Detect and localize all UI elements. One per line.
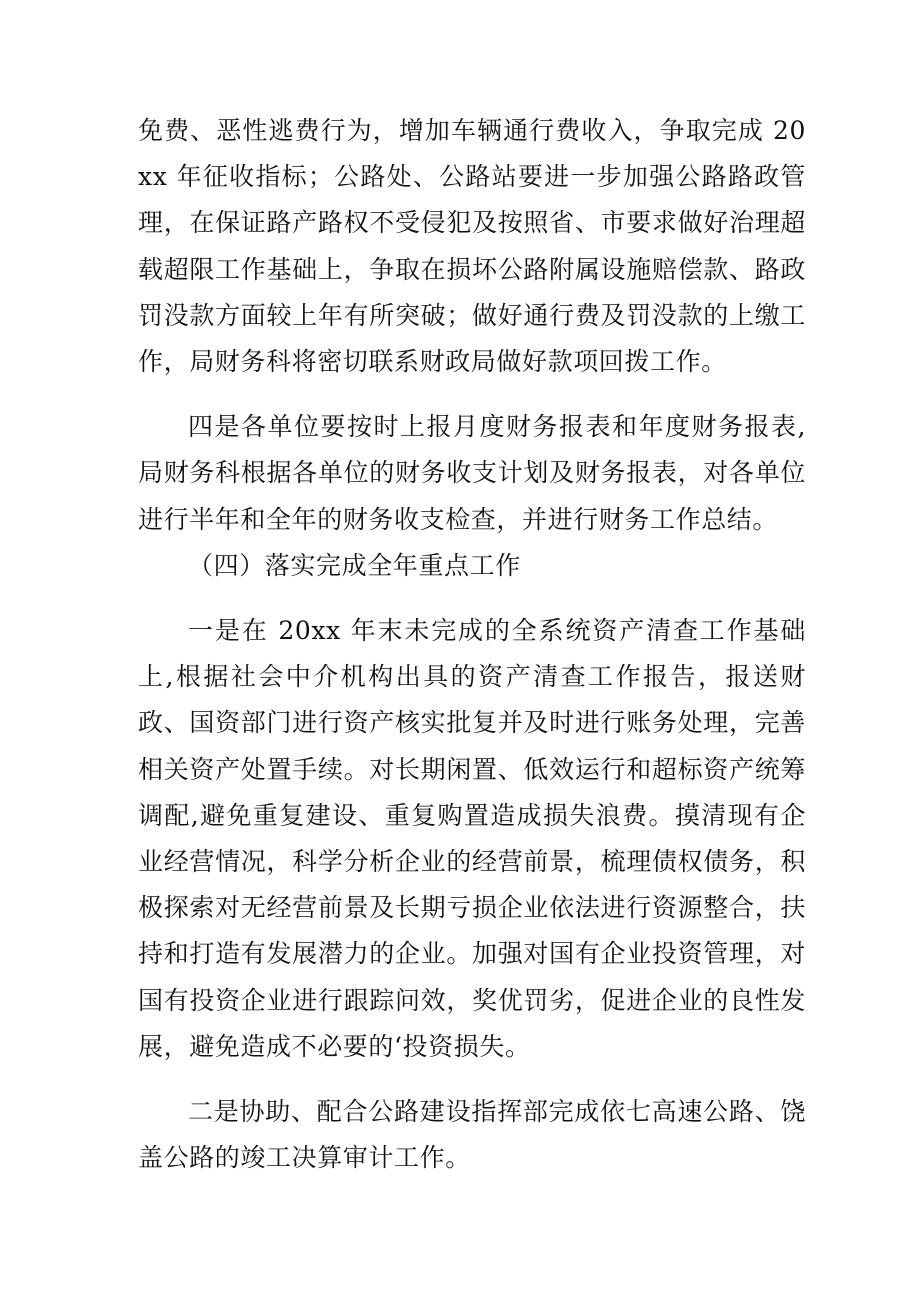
paragraph-financial-reports: 四是各单位要按时上报月度财务报表和年度财务报表,局财务科根据各单位的财务收支计划及财务报表，对各单位进行半年和全年的财务收支检查，并进行财务工作总结。 — [138, 412, 806, 534]
paragraph-audit-work: 二是协助、配合公路建设指挥部完成依七高速公路、饶盖公路的竣工决算审计工作。 — [138, 1097, 806, 1173]
paragraph-asset-inventory: 一是在 20xx 年末未完成的全系统资产清查工作基础上,根据社会中介机构出具的资产清查工作报告，报送财政、国资部门进行资产核实批复并及时进行账务处理，完善相关资产处置手续。对长期闲置、低效运行和超标资产统筹调配,避免重复建设、重复购置造成损失浪费。摸清现有企业经营情况，科学分析企业的经营前景，梳理债权债务，积极探索对无经营前景及长期亏损企业依法进行资源整合，扶持和打造有发展潜力的企业。加强对国有企业投资管理，对国有投资企业进行跟踪问效，奖优罚劣，促进企业的良性发展，避免造成不必要的‘投资损失。 — [138, 616, 806, 1061]
paragraph-toll-revenue: 免费、恶性逃费行为，增加车辆通行费收入，争取完成 20xx 年征收指标；公路处、公路站要进一步加强公路路政管理，在保证路产路权不受侵犯及按照省、市要求做好治理超载超限工作基础上，争取在损坏公路附属设施赔偿款、路政罚没款方面较上年有所突破；做好通行费及罚没款的上缴工作，局财务科将密切联系财政局做好款项回拨工作。 — [138, 116, 806, 377]
section-heading-key-work: （四）落实完成全年重点工作 — [188, 550, 521, 580]
document-body — [138, 108, 806, 1181]
